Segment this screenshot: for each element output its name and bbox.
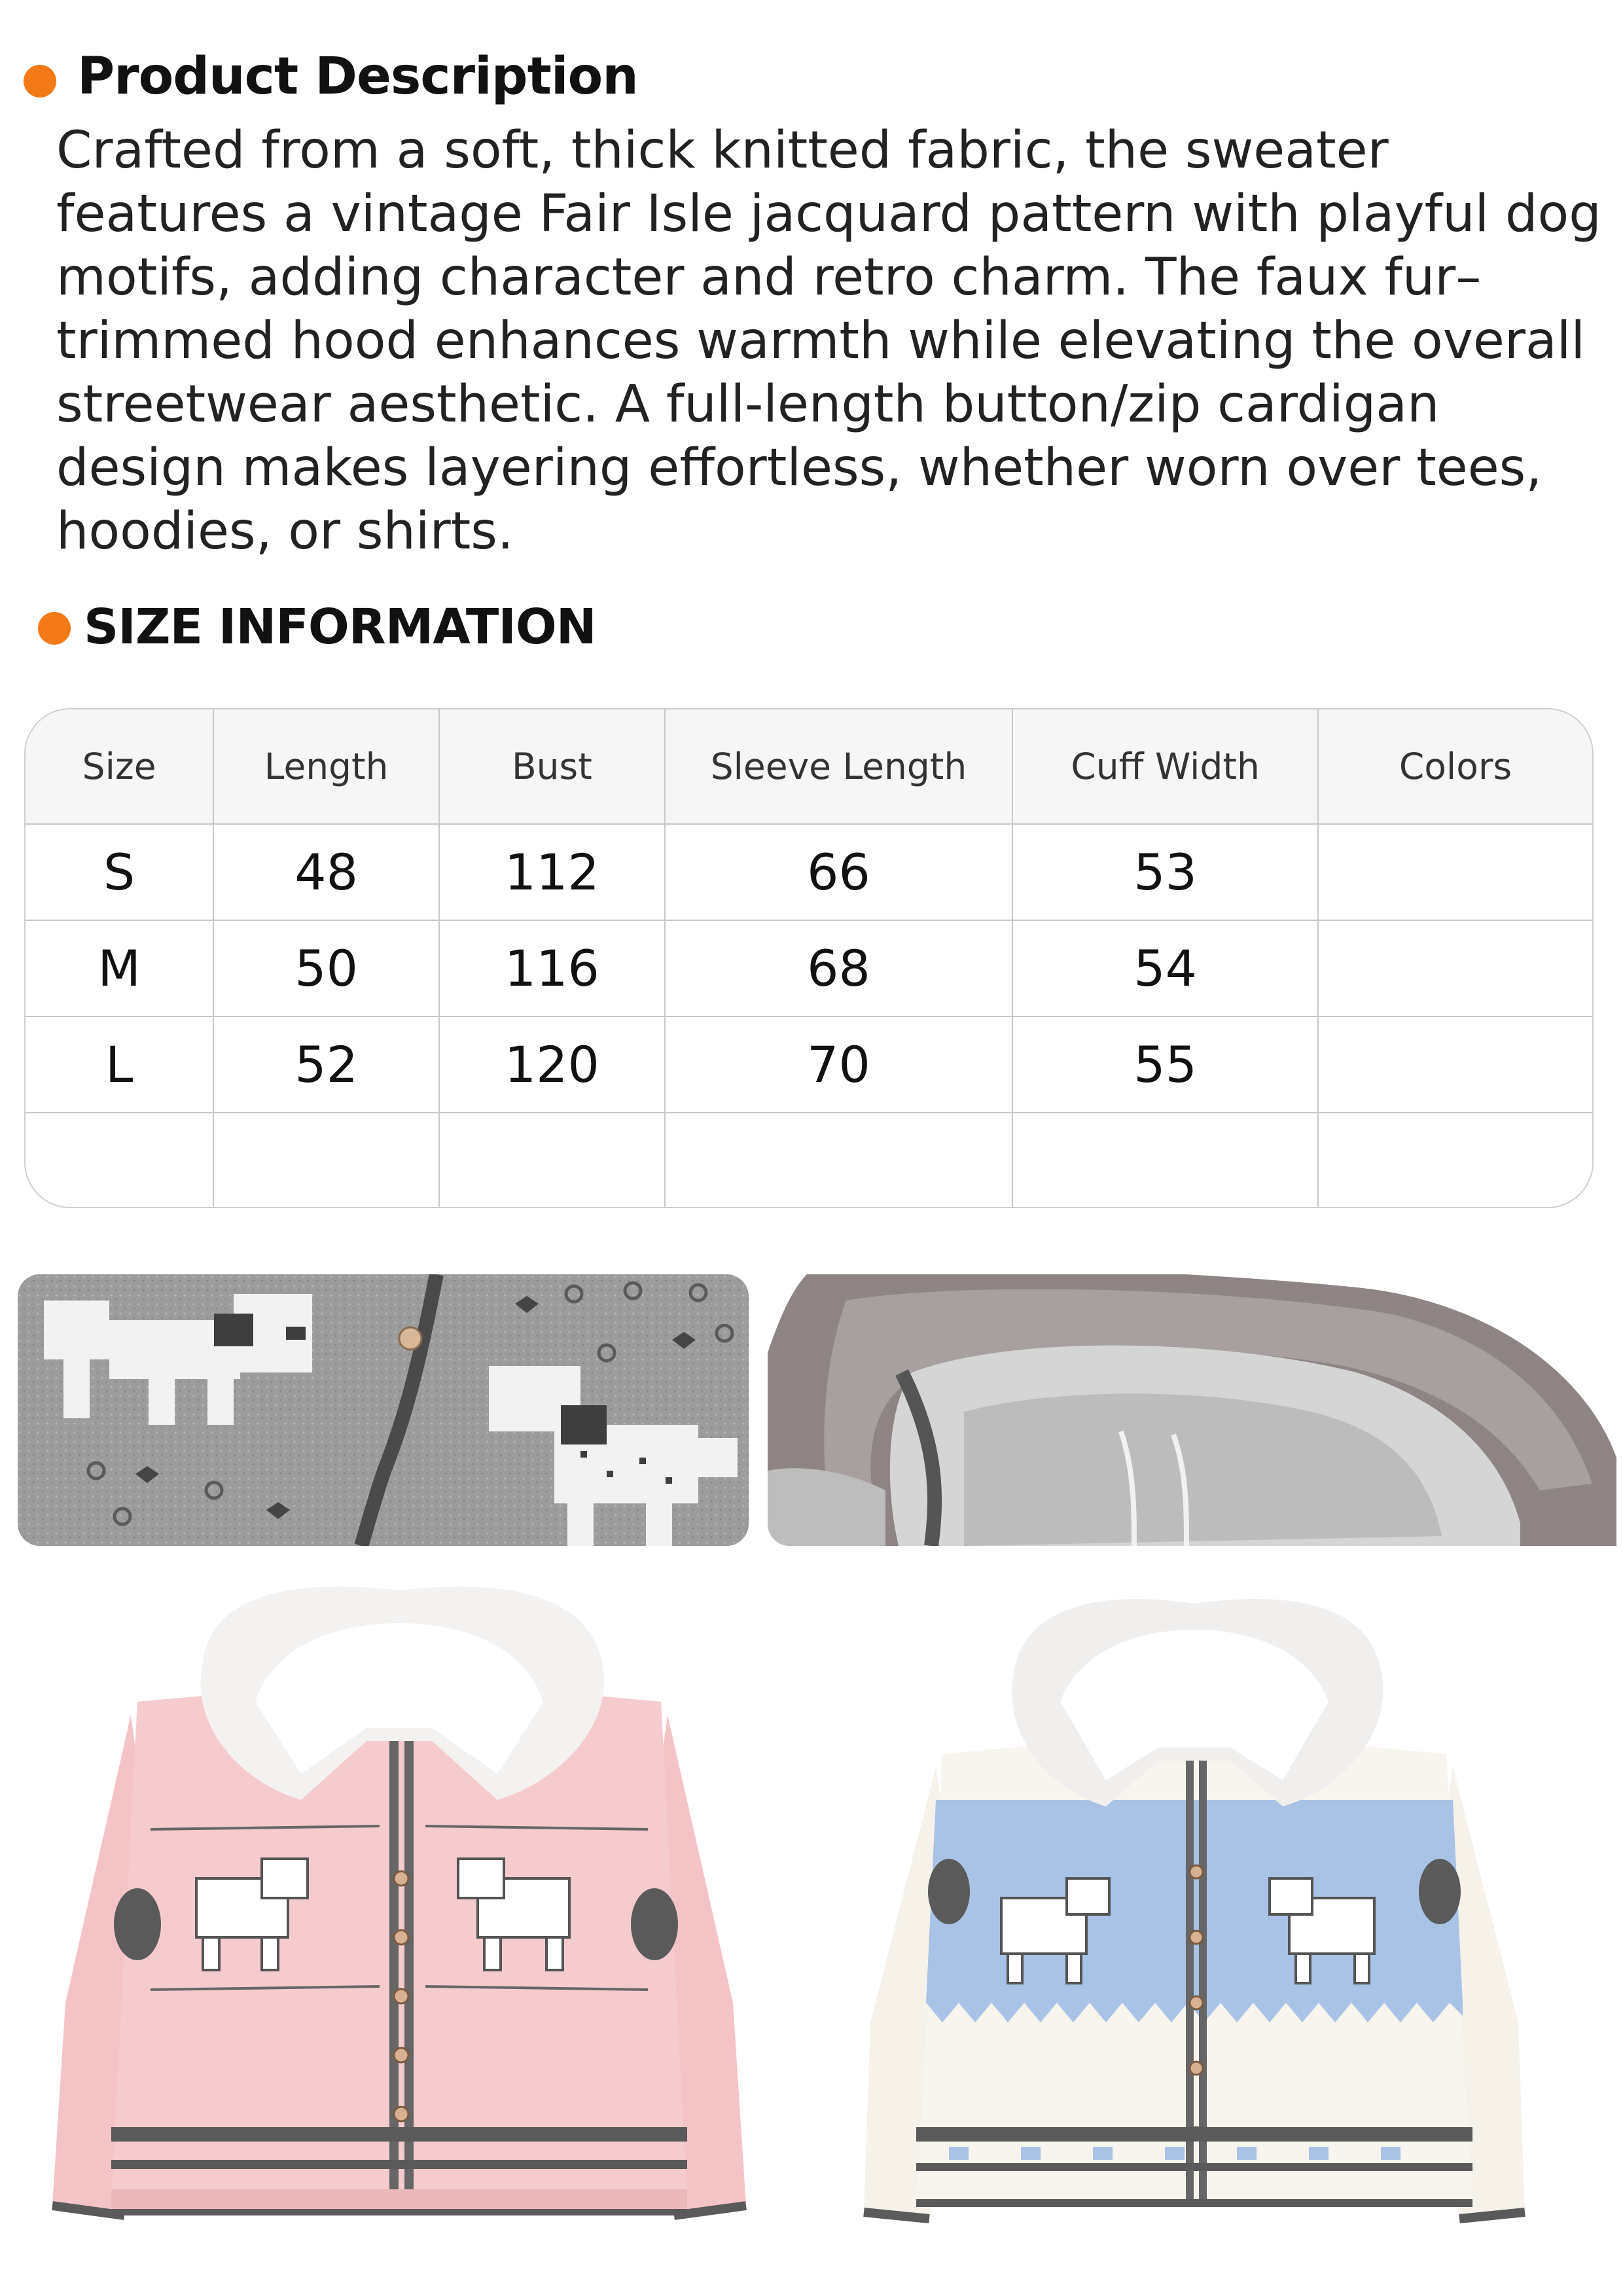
table-header-row xyxy=(26,709,1592,824)
table-cell xyxy=(213,1113,439,1208)
table-cell xyxy=(26,1113,213,1208)
table-cell: 66 xyxy=(665,824,1012,920)
table-cell xyxy=(1318,824,1592,920)
product-description-heading: Product Description xyxy=(77,47,638,106)
table-row xyxy=(26,1016,1592,1113)
fur-hood-closeup-image xyxy=(768,1274,1616,1546)
description-line: trimmed hood enhances warmth while elevating the overall xyxy=(56,312,1586,370)
table-cell xyxy=(439,1113,665,1208)
table-cell xyxy=(1318,1113,1592,1208)
table-cell: 70 xyxy=(665,1016,1012,1113)
table-cell: 48 xyxy=(213,824,439,920)
column-header-colors: Colors xyxy=(1318,709,1592,824)
table-row xyxy=(26,920,1592,1016)
column-header-length: Length xyxy=(213,709,439,824)
size-table xyxy=(24,708,1594,1208)
description-line: motifs, adding character and retro charm. The faux fur– xyxy=(56,248,1482,307)
table-cell: 53 xyxy=(1012,824,1318,920)
pink-cardigan-image xyxy=(39,1584,759,2238)
description-line: streetwear aesthetic. A full-length button/zip cardigan xyxy=(56,375,1440,434)
table-cell: M xyxy=(26,920,213,1016)
description-line: hoodies, or shirts. xyxy=(56,502,514,561)
table-cell: 52 xyxy=(213,1016,439,1113)
knit-pattern-closeup-image xyxy=(18,1274,749,1546)
table-cell: 116 xyxy=(439,920,665,1016)
table-cell xyxy=(1012,1113,1318,1208)
table-row xyxy=(26,1113,1592,1208)
size-bullet-icon xyxy=(38,612,71,645)
table-cell xyxy=(665,1113,1012,1208)
table-cell: 120 xyxy=(439,1016,665,1113)
table-cell xyxy=(1318,920,1592,1016)
description-line: features a vintage Fair Isle jacquard pattern with playful dog xyxy=(56,185,1601,243)
column-header-cuff-width: Cuff Width xyxy=(1012,709,1318,824)
description-bullet-icon xyxy=(24,65,56,98)
table-cell: 55 xyxy=(1012,1016,1318,1113)
column-header-sleeve-length: Sleeve Length xyxy=(665,709,1012,824)
description-line: Crafted from a soft, thick knitted fabric, the sweater xyxy=(56,121,1389,180)
product-description-text xyxy=(56,119,1601,564)
table-cell: 112 xyxy=(439,824,665,920)
table-cell: 68 xyxy=(665,920,1012,1016)
table-cell xyxy=(1318,1016,1592,1113)
table-cell: 54 xyxy=(1012,920,1318,1016)
blue-white-cardigan-image xyxy=(851,1597,1538,2238)
table-cell: L xyxy=(26,1016,213,1113)
table-row xyxy=(26,824,1592,920)
table-cell: 50 xyxy=(213,920,439,1016)
column-header-size: Size xyxy=(26,709,213,824)
column-header-bust: Bust xyxy=(439,709,665,824)
description-line: design makes layering effortless, whether worn over tees, xyxy=(56,439,1543,497)
table-cell: S xyxy=(26,824,213,920)
size-information-heading: SIZE INFORMATION xyxy=(84,599,596,655)
